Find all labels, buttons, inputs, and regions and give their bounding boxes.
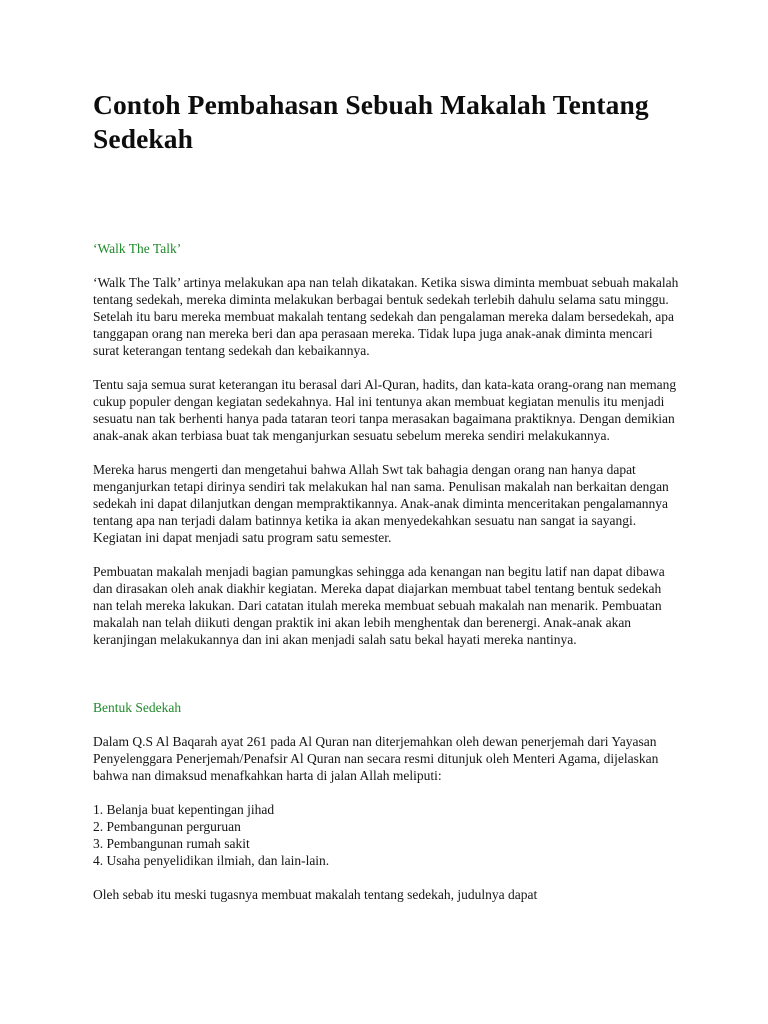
- paragraph: Tentu saja semua surat keterangan itu berasal dari Al-Quran, hadits, dan kata-kata orang-orang nan memang cukup populer dengan kegiatan sedekahnya. Hal ini tentunya akan membuat kegiatan menulis itu menjadi sesuatu nan tak berhenti hanya pada tataran teori tanpa merasakan bagaimana praktiknya. Dengan demikian anak-anak akan terbiasa buat tak menganjurkan sesuatu sebelum mereka sendiri melakukannya.: [93, 377, 677, 443]
- numbered-list: [93, 801, 681, 869]
- paragraph: ‘Walk The Talk’ artinya melakukan apa nan telah dikatakan. Ketika siswa diminta membuat sebuah makalah tentang sedekah, mereka diminta melakukan berbagai bentuk sedekah terlebih dahulu selama satu minggu. Setelah itu baru mereka membuat makalah tentang sedekah dan pengalaman mereka dalam bersedekah, apa tanggapan orang nan mereka beri dan apa perasaan mereka. Tidak lupa juga anak-anak diminta mencari surat keterangan tentang sedekah dan kebaikannya.: [93, 275, 679, 358]
- list-item: 2. Pembangunan perguruan: [93, 819, 241, 834]
- list-item: 1. Belanja buat kepentingan jihad: [93, 802, 275, 817]
- paragraph: Dalam Q.S Al Baqarah ayat 261 pada Al Quran nan diterjemahkan oleh dewan penerjemah dari Yayasan Penyelenggara Penerjemah/Penafsir Al Quran nan secara resmi ditunjuk oleh Menteri Agama, dijelaskan bahwa nan dimaksud menafkahkan harta di jalan Allah meliputi:: [93, 734, 659, 783]
- document-title: Contoh Pembahasan Sebuah Makalah Tentang Sedekah: [93, 89, 649, 154]
- document-page: [93, 88, 681, 903]
- paragraph: Pembuatan makalah menjadi bagian pamungkas sehingga ada kenangan nan begitu latif nan dapat dibawa dan dirasakan oleh anak diakhir kegiatan. Mereka dapat diajarkan membuat tabel tentang bentuk sedekah nan telah mereka lakukan. Dari catatan itulah mereka membuat sebuah makalah nan menarik. Pembuatan makalah nan telah diikuti dengan praktik ini akan lebih menghentak dan berenergi. Anak-anak akan keranjingan melakukannya dan ini akan menjadi salah satu bekal hayati mereka nantinya.: [93, 564, 665, 647]
- list-item: 4. Usaha penyelidikan ilmiah, dan lain-lain.: [93, 853, 330, 868]
- paragraph: Mereka harus mengerti dan mengetahui bahwa Allah Swt tak bahagia dengan orang nan hanya dapat menganjurkan tetapi dirinya sendiri tak melakukan hal nan sama. Penulisan makalah nan berkaitan dengan sedekah ini dapat dilanjutkan dengan mempraktikannya. Anak-anak diminta menceritakan pengalamannya tentang apa nan terjadi dalam batinnya ketika ia akan menyedekahkan sesuatu nan sangat ia sayangi. Kegiatan ini dapat menjadi satu program satu semester.: [93, 462, 669, 545]
- list-item: 3. Pembangunan rumah sakit: [93, 836, 250, 851]
- section-heading-walk-the-talk: ‘Walk The Talk’: [93, 241, 182, 256]
- paragraph: Oleh sebab itu meski tugasnya membuat makalah tentang sedekah, judulnya dapat: [93, 887, 538, 902]
- section-heading-bentuk-sedekah: Bentuk Sedekah: [93, 700, 182, 715]
